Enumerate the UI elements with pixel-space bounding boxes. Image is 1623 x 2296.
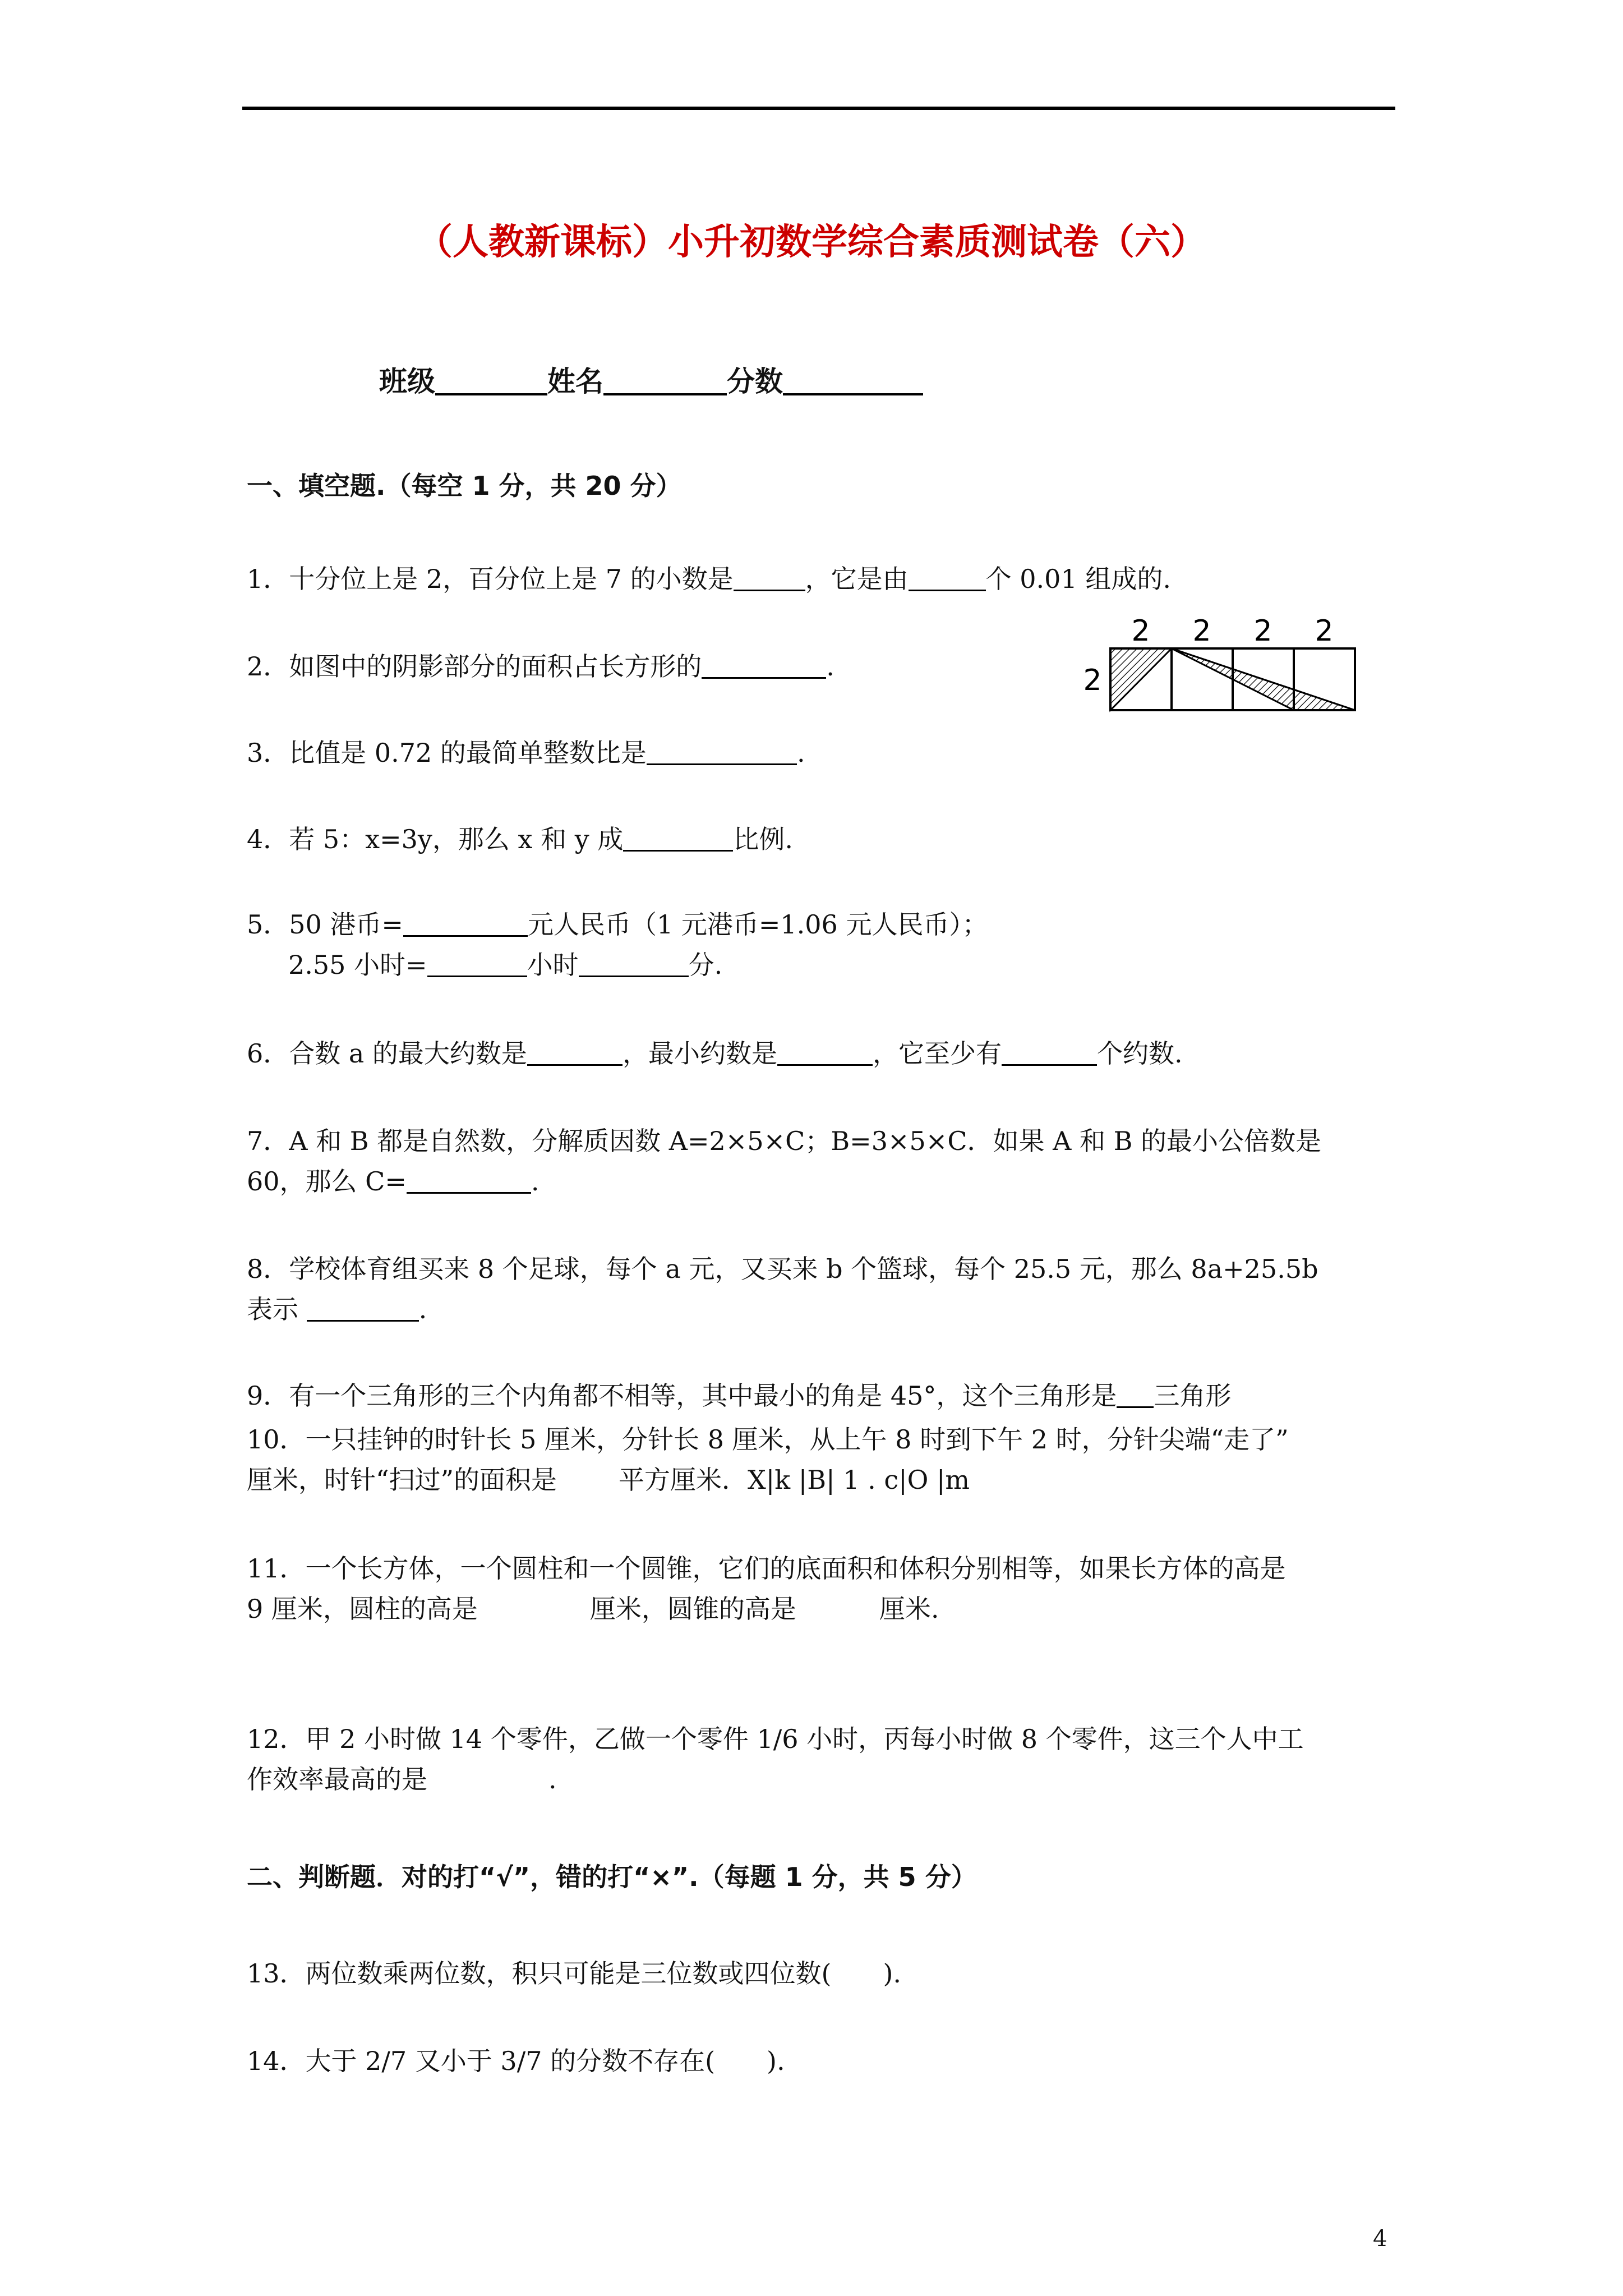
answer-blank[interactable] — [647, 739, 797, 765]
answer-blank[interactable] — [307, 1295, 419, 1322]
shaded-rectangle-figure — [1082, 617, 1396, 724]
answer-blank[interactable] — [403, 910, 528, 937]
section-1-heading: 一、填空题.（每空 1 分，共 20 分） — [247, 471, 682, 501]
student-info-row — [379, 359, 923, 399]
question-10: 10．一只挂钟的时针长 5 厘米，分针长 8 厘米，从上午 8 时到下午 2 时，分针尖端“走了” 厘米，时针“扫过”的面积是 平方厘米．X|k |B| 1 . c|O |m — [247, 1424, 1289, 1495]
section-2-heading: 二、判断题．对的打“√”，错的打“×”.（每题 1 分，共 5 分） — [247, 1862, 977, 1892]
answer-blank[interactable] — [1002, 1039, 1097, 1066]
answer-blank[interactable] — [427, 951, 527, 977]
shaded-triangle — [1110, 648, 1172, 710]
figure-side-label: 2 — [1083, 664, 1102, 697]
question-3: 3．比值是 0.72 的最简单整数比是 . — [247, 738, 805, 768]
answer-blank[interactable] — [579, 951, 689, 977]
answer-blank[interactable] — [777, 1039, 873, 1066]
question-8: 8．学校体育组买来 8 个足球，每个 a 元，又买来 b 个篮球，每个 25.5 元，那么 8a+25.5b 表示 . — [247, 1254, 1318, 1324]
figure-top-label: 2 — [1131, 617, 1150, 648]
class-label: 班级 — [379, 365, 435, 398]
answer-blank[interactable] — [623, 825, 733, 852]
answer-blank[interactable] — [909, 565, 986, 591]
question-11: 11．一个长方体，一个圆柱和一个圆锥，它们的底面积和体积分别相等，如果长方体的高是 9 厘米，圆柱的高是 厘米，圆锥的高是 厘米. — [247, 1553, 1286, 1624]
name-label: 姓名 — [547, 365, 603, 398]
question-14: 14．大于 2/7 又小于 3/7 的分数不存在( ). — [247, 2046, 785, 2076]
figure-top-label: 2 — [1192, 617, 1211, 648]
question-5: 5．50 港币= 元人民币（1 元港币=1.06 元人民币）； 2.55 小时= 小时 分. — [247, 909, 988, 980]
name-blank[interactable] — [603, 365, 727, 395]
answer-blank[interactable] — [407, 1167, 531, 1194]
question-1: 1．十分位上是 2，百分位上是 7 的小数是 ，它是由 个 0.01 组成的. — [247, 564, 1171, 594]
score-label: 分数 — [727, 365, 783, 398]
header-rule — [242, 107, 1395, 110]
answer-blank[interactable] — [1117, 1382, 1154, 1408]
question-7: 7．A 和 B 都是自然数，分解质因数 A=2×5×C；B=3×5×C．如果 A 和 B 的最小公倍数是 60，那么 C= . — [247, 1126, 1322, 1197]
answer-blank[interactable] — [527, 1039, 623, 1066]
page-title: （人教新课标）小升初数学综合素质测试卷（六） — [417, 222, 1206, 263]
question-9: 9．有一个三角形的三个内角都不相等，其中最小的角是 45°，这个三角形是 三角形 — [247, 1381, 1232, 1411]
answer-blank[interactable] — [734, 565, 805, 591]
question-6: 6．合数 a 的最大约数是 ，最小约数是 ，它至少有 个约数. — [247, 1038, 1183, 1069]
class-blank[interactable] — [435, 365, 547, 395]
question-4: 4．若 5：x=3y，那么 x 和 y 成 比例. — [247, 824, 793, 854]
figure-top-label: 2 — [1253, 617, 1272, 648]
figure-top-label: 2 — [1315, 617, 1334, 648]
question-13: 13．两位数乘两位数，积只可能是三位数或四位数( ). — [247, 1958, 902, 1989]
score-blank[interactable] — [783, 365, 923, 395]
question-2: 2．如图中的阴影部分的面积占长方形的 . — [247, 651, 834, 682]
question-12: 12．甲 2 小时做 14 个零件，乙做一个零件 1/6 小时，丙每小时做 8 个零件，这三个人中工 作效率最高的是 . — [247, 1724, 1304, 1795]
page-number: 4 — [1373, 2226, 1387, 2252]
answer-blank[interactable] — [702, 652, 826, 679]
